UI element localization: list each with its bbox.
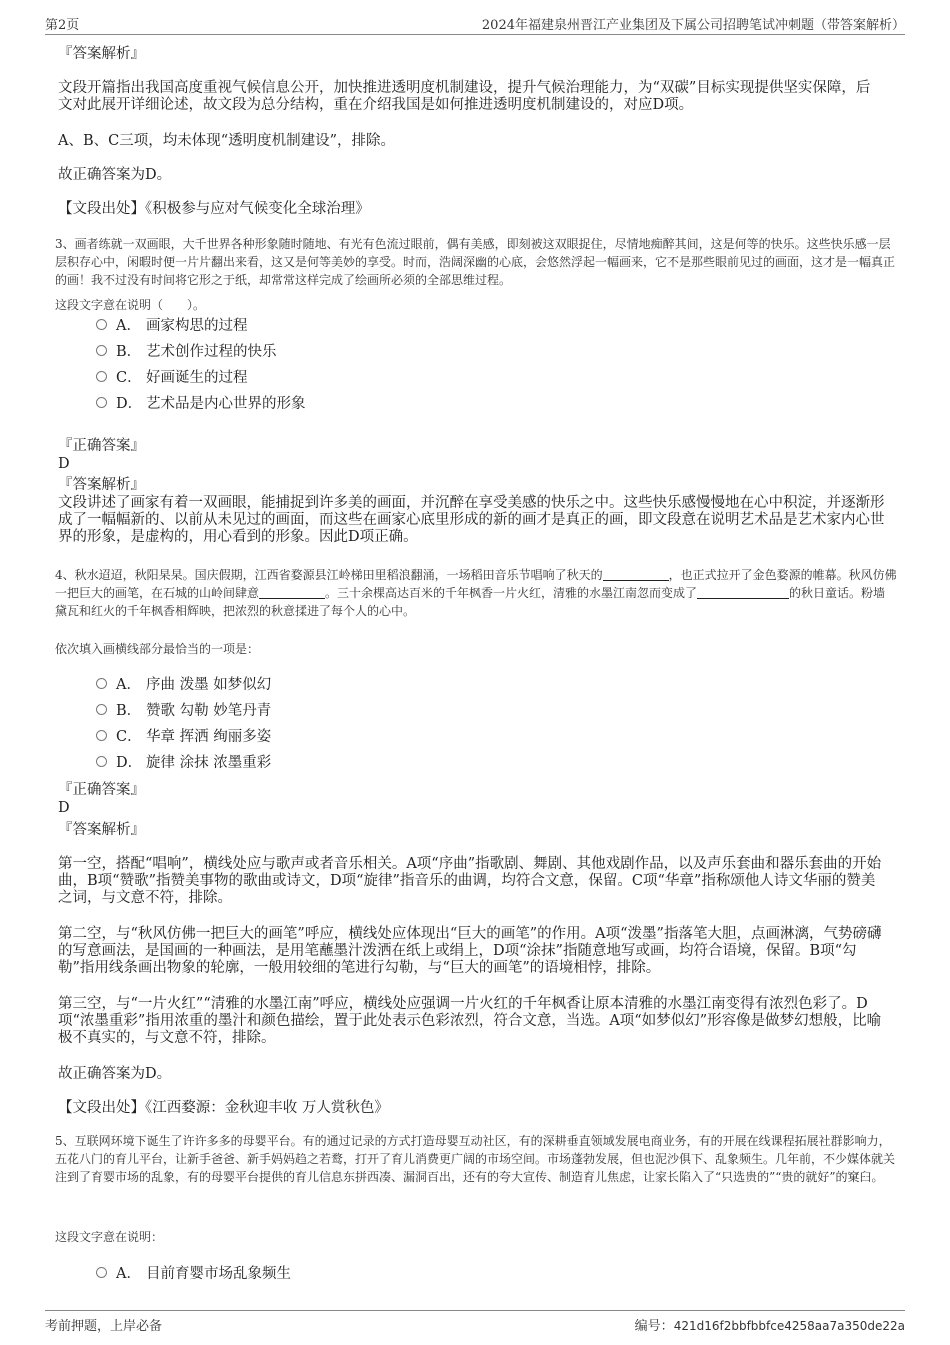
- radio-icon[interactable]: [96, 704, 107, 715]
- q3-option-a[interactable]: A． 画家构思的过程: [96, 316, 248, 336]
- q3-stem: 3、画者练就一双画眼，大千世界各种形象随时随地、有光有色流过眼前，偶有美感，即刻被这双眼捉住，尽情地痴醉其间，这是何等的快乐。这些快乐感一层层积存心中，闲暇时便一片片翻出来看，这又是何等美妙的享受。时而，浩阔深幽的心底，会悠然浮起一幅画来，它不是那些眼前见过的画面，这才是一幅真正的画！我不过没有时间将它形之于纸，却常常这样完成了绘画所必须的全部思维过程。: [55, 237, 896, 287]
- q4-analysis-p4: 故正确答案为D。: [58, 1066, 172, 1082]
- q2-analysis-p1: 文段开篇指出我国高度重视气候信息公开，加快推进透明度机制建设，提升气候治理能力，为“双碳”目标实现提供坚实保障，后文对此展开详细论述，故文段为总分结构，重在介绍我国是如何推进透明度机制建设的，对应D项。: [58, 80, 871, 113]
- q2-analysis-p2: A、B、C三项，均未体现“透明度机制建设”，排除。: [58, 133, 396, 149]
- page-footer: [45, 1310, 905, 1333]
- q5-option-a[interactable]: A． 目前育婴市场乱象频生: [96, 1264, 291, 1284]
- radio-icon[interactable]: [96, 678, 107, 689]
- radio-icon[interactable]: [96, 1267, 107, 1278]
- q3-answer-label: 『正确答案』: [58, 438, 145, 454]
- q2-analysis-p3: 故正确答案为D。: [58, 167, 172, 183]
- blank-1: [603, 568, 669, 581]
- q4-option-d[interactable]: D． 旋律 涂抹 浓墨重彩: [96, 753, 271, 773]
- q2-source: 【文段出处】《积极参与应对气候变化全球治理》: [58, 201, 370, 217]
- blank-3: [697, 586, 789, 599]
- radio-icon[interactable]: [96, 371, 107, 382]
- q3-option-b[interactable]: B． 艺术创作过程的快乐: [96, 342, 277, 362]
- footer-code: 编号：421d16f2bbfbbfce4258aa7a350de22a: [634, 1319, 905, 1334]
- q4-answer: D: [58, 800, 70, 816]
- radio-icon[interactable]: [96, 756, 107, 767]
- page-number: 第2页: [45, 18, 80, 33]
- q3-analysis: 文段讲述了画家有着一双画眼，能捕捉到许多美的画面，并沉醉在享受美感的快乐之中。这些快乐感慢慢地在心中积淀，并逐渐形成了一幅幅新的、以前从未见过的画面，而这些在画家心底里形成的新的画才是真正的画，即文段意在说明艺术品是艺术家内心世界的形象，是虚构的，用心看到的形象。因此D项正确。: [58, 495, 885, 545]
- q4-question: 依次填入画横线部分最恰当的一项是：: [55, 642, 260, 656]
- radio-icon[interactable]: [96, 319, 107, 330]
- q4-option-c[interactable]: C． 华章 挥洒 绚丽多姿: [96, 727, 271, 747]
- q4-analysis-p3: 第三空，与“一片火红”“清雅的水墨江南”呼应，横线处应强调一片火红的千年枫香让原本清雅的水墨江南变得有浓烈色彩了。D项“浓墨重彩”指用浓重的墨汁和颜色描绘，置于此处表示色彩浓烈，符合文意，当选。A项“如梦似幻”形容像是做梦幻想般，比喻极不真实的，与文意不符，排除。: [58, 996, 882, 1046]
- q3-question: 这段文字意在说明（ ）。: [55, 298, 206, 312]
- footer-slogan: 考前押题，上岸必备: [45, 1319, 163, 1334]
- q3-answer: D: [58, 456, 70, 472]
- radio-icon[interactable]: [96, 345, 107, 356]
- q4-analysis-p2: 第二空，与“秋风仿佛一把巨大的画笔”呼应，横线处应体现出“巨大的画笔”的作用。A项“泼墨”指落笔大胆，点画淋漓，气势磅礴的写意画法，是国画的一种画法，是用笔蘸墨汁泼洒在纸上或绢上，D项“涂抹”指随意地写或画，均符合语境，保留。B项“勾勒”指用线条画出物象的轮廓，一般用较细的笔进行勾勒，与“巨大的画笔”的语境相悖，排除。: [58, 926, 882, 976]
- q4-source: 【文段出处】《江西婺源：金秋迎丰收 万人赏秋色》: [58, 1100, 389, 1116]
- q5-stem: 5、互联网环境下诞生了许许多多的母婴平台。有的通过记录的方式打造母婴互动社区，有的深耕垂直领域发展电商业务，有的开展在线课程拓展社群影响力，五花八门的育儿平台，让新手爸爸、新手妈妈趋之若鹜，打开了育儿消费更广阔的市场空间。市场蓬勃发展，但也泥沙俱下、乱象频生。几年前，不少媒体就关注到了育婴市场的乱象，有的母婴平台提供的育儿信息东拼西凑、漏洞百出，还有的夸大宣传、制造育儿焦虑，让家长陷入了“只选贵的”“贵的就好”的窠臼。: [55, 1134, 896, 1184]
- q5-question: 这段文字意在说明：: [55, 1230, 164, 1244]
- radio-icon[interactable]: [96, 397, 107, 408]
- q4-option-b[interactable]: B． 赞歌 勾勒 妙笔丹青: [96, 701, 271, 721]
- document-title: 2024年福建泉州晋江产业集团及下属公司招聘笔试冲刺题（带答案解析）: [481, 18, 905, 33]
- q4-option-a[interactable]: A． 序曲 泼墨 如梦似幻: [96, 675, 271, 695]
- q4-stem: 4、秋水迢迢，秋阳杲杲。国庆假期，江西省婺源县江岭梯田里稻浪翻涌，一场稻田音乐节唱响了秋天的 ，也正式拉开了金色婺源的帷幕。秋风仿佛一把巨大的画笔，在石城的山岭间肆意 。三十余棵高达百米的千年枫香一片火红，清雅的水墨江南忽而变成了 的秋日童话。粉墙黛瓦和红火的千年枫香相辉映，把浓烈的秋意揉进了每个人的心中。: [55, 568, 897, 618]
- q3-analysis-label: 『答案解析』: [58, 477, 145, 493]
- radio-icon[interactable]: [96, 730, 107, 741]
- q4-answer-label: 『正确答案』: [58, 782, 145, 798]
- q3-option-d[interactable]: D． 艺术品是内心世界的形象: [96, 394, 306, 414]
- q4-analysis-label: 『答案解析』: [58, 822, 145, 838]
- blank-2: [259, 586, 325, 599]
- page-header: [45, 12, 905, 35]
- q3-option-c[interactable]: C． 好画诞生的过程: [96, 368, 248, 388]
- q2-analysis-label: 『答案解析』: [58, 46, 145, 62]
- q4-analysis-p1: 第一空，搭配“唱响”，横线处应与歌声或者音乐相关。A项“序曲”指歌剧、舞剧、其他戏剧作品，以及声乐套曲和器乐套曲的开始曲，B项“赞歌”指赞美事物的歌曲或诗文，D项“旋律”指音乐的曲调，均符合文意，保留。C项“华章”指称颂他人诗文华丽的赞美之词，与文意不符，排除。: [58, 856, 882, 906]
